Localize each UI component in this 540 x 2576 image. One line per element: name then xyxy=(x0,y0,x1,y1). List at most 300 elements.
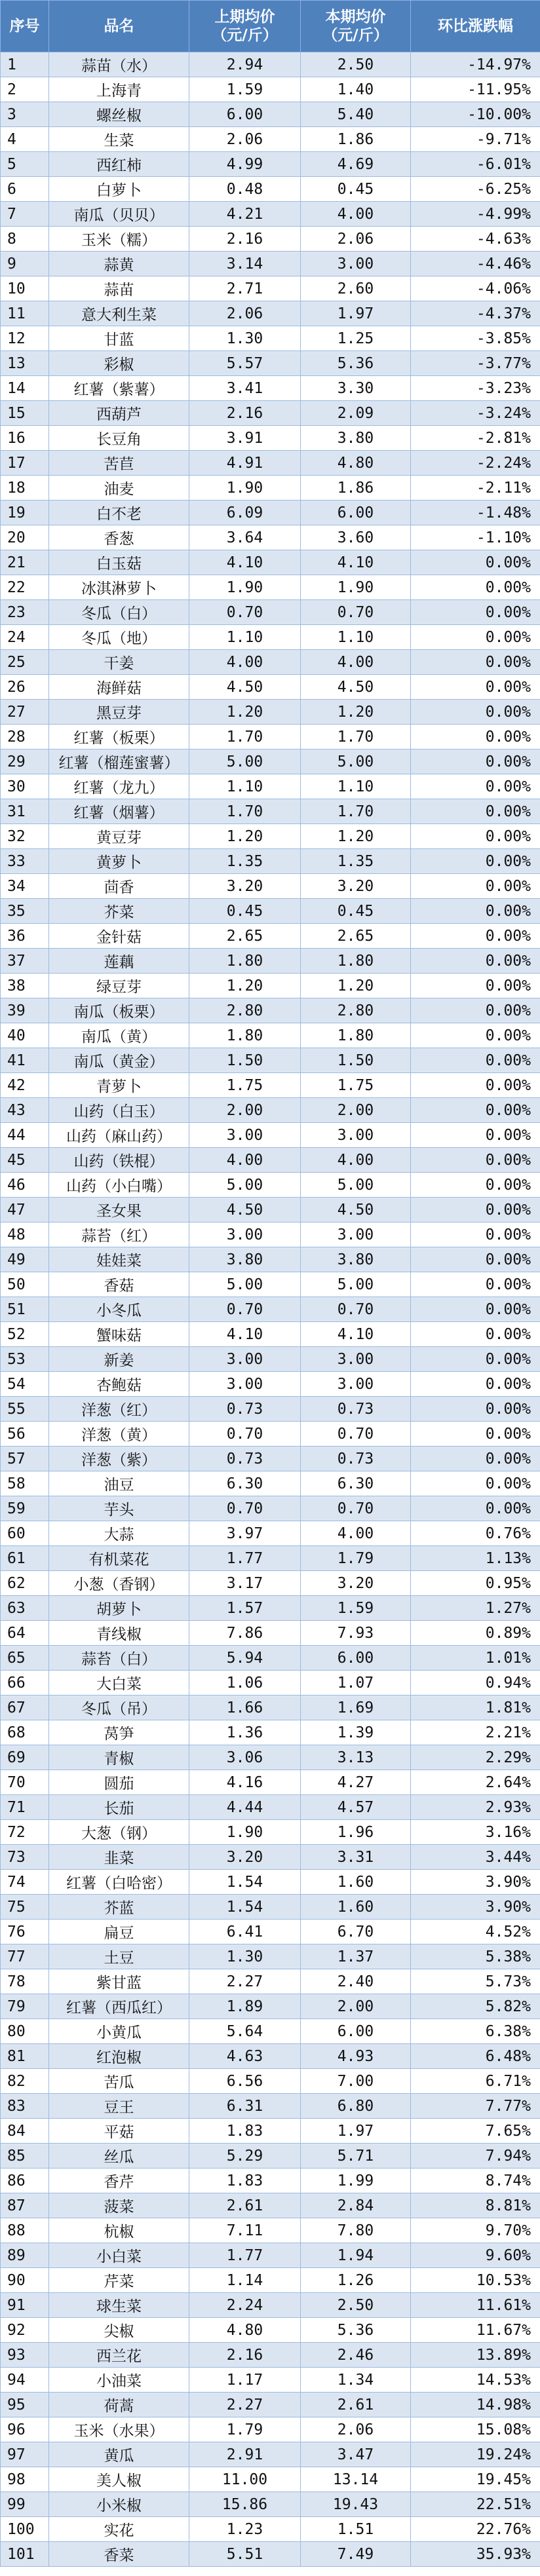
table-row xyxy=(1,2094,540,2119)
item-name: 豆王 xyxy=(49,2094,189,2119)
row-index: 50 xyxy=(1,1272,49,1297)
change-pct: 22.51% xyxy=(411,2492,540,2517)
row-index: 71 xyxy=(1,1795,49,1820)
item-name: 山药（铁棍） xyxy=(49,1148,189,1173)
row-index: 22 xyxy=(1,575,49,600)
row-index: 44 xyxy=(1,1123,49,1148)
table-row xyxy=(1,1795,540,1820)
prev-price: 6.09 xyxy=(189,501,301,525)
prev-price: 3.80 xyxy=(189,1247,301,1272)
row-index: 68 xyxy=(1,1720,49,1745)
item-name: 山药（小白嘴） xyxy=(49,1173,189,1198)
change-pct: 8.74% xyxy=(411,2169,540,2193)
prev-price: 1.77 xyxy=(189,1546,301,1571)
prev-price: 1.14 xyxy=(189,2268,301,2293)
item-name: 绿豆芽 xyxy=(49,974,189,998)
item-name: 小葱（香钢） xyxy=(49,1571,189,1596)
curr-price: 2.61 xyxy=(301,2393,411,2417)
table-row xyxy=(1,600,540,625)
change-pct: 14.98% xyxy=(411,2393,540,2417)
curr-price: 7.93 xyxy=(301,1621,411,1646)
table-row xyxy=(1,575,540,600)
item-name: 小白菜 xyxy=(49,2243,189,2268)
item-name: 蟹味菇 xyxy=(49,1322,189,1347)
prev-price: 2.00 xyxy=(189,1098,301,1123)
item-name: 丝瓜 xyxy=(49,2144,189,2169)
curr-price: 1.59 xyxy=(301,1596,411,1621)
item-name: 彩椒 xyxy=(49,351,189,376)
curr-price: 6.00 xyxy=(301,2019,411,2044)
table-row xyxy=(1,924,540,949)
row-index: 93 xyxy=(1,2343,49,2368)
curr-price: 3.00 xyxy=(301,1222,411,1247)
curr-price: 2.06 xyxy=(301,2417,411,2442)
row-index: 66 xyxy=(1,1671,49,1695)
change-pct: 11.61% xyxy=(411,2293,540,2318)
curr-price: 1.69 xyxy=(301,1695,411,1720)
table-row xyxy=(1,227,540,252)
table-row xyxy=(1,52,540,77)
table-row xyxy=(1,1322,540,1347)
change-pct: 5.73% xyxy=(411,1969,540,1994)
curr-price: 1.35 xyxy=(301,849,411,874)
prev-price: 1.90 xyxy=(189,476,301,501)
curr-price: 1.10 xyxy=(301,625,411,650)
change-pct: 22.76% xyxy=(411,2517,540,2542)
prev-price: 2.16 xyxy=(189,401,301,426)
item-name: 香葱 xyxy=(49,525,189,550)
prev-price: 1.54 xyxy=(189,1895,301,1920)
curr-price: 1.70 xyxy=(301,725,411,749)
table-row xyxy=(1,476,540,501)
change-pct: 7.65% xyxy=(411,2119,540,2144)
table-row xyxy=(1,2343,540,2368)
row-index: 85 xyxy=(1,2144,49,2169)
row-index: 57 xyxy=(1,1447,49,1471)
item-name: 西红柿 xyxy=(49,152,189,177)
prev-price: 1.79 xyxy=(189,2417,301,2442)
change-pct: 0.00% xyxy=(411,1098,540,1123)
table-row xyxy=(1,2144,540,2169)
item-name: 意大利生菜 xyxy=(49,301,189,326)
item-name: 南瓜（黄金） xyxy=(49,1048,189,1073)
prev-price: 5.51 xyxy=(189,2542,301,2567)
curr-price: 3.00 xyxy=(301,1372,411,1397)
curr-price: 3.80 xyxy=(301,1247,411,1272)
table-row xyxy=(1,1297,540,1322)
change-pct: 0.00% xyxy=(411,1297,540,1322)
table-row xyxy=(1,1222,540,1247)
table-header xyxy=(1,1,540,52)
prev-price: 5.00 xyxy=(189,1173,301,1198)
item-name: 螺丝椒 xyxy=(49,102,189,127)
row-index: 28 xyxy=(1,725,49,749)
table-row xyxy=(1,1571,540,1596)
item-name: 冬瓜（吊） xyxy=(49,1695,189,1720)
row-index: 59 xyxy=(1,1496,49,1521)
curr-price: 19.43 xyxy=(301,2492,411,2517)
item-name: 海鲜菇 xyxy=(49,675,189,700)
change-pct: 6.71% xyxy=(411,2069,540,2094)
table-row xyxy=(1,774,540,799)
item-name: 圣女果 xyxy=(49,1198,189,1222)
item-name: 金针菇 xyxy=(49,924,189,949)
change-pct: 15.08% xyxy=(411,2417,540,2442)
item-name: 香菇 xyxy=(49,1272,189,1297)
item-name: 莲藕 xyxy=(49,949,189,974)
row-index: 90 xyxy=(1,2268,49,2293)
row-index: 30 xyxy=(1,774,49,799)
item-name: 南瓜（黄） xyxy=(49,1023,189,1048)
curr-price: 1.40 xyxy=(301,77,411,102)
row-index: 21 xyxy=(1,550,49,575)
change-pct: 0.00% xyxy=(411,998,540,1023)
item-name: 冬瓜（白） xyxy=(49,600,189,625)
item-name: 黄瓜 xyxy=(49,2442,189,2467)
change-pct: -3.85% xyxy=(411,326,540,351)
table-row xyxy=(1,1920,540,1944)
curr-price: 4.80 xyxy=(301,451,411,476)
change-pct: -4.63% xyxy=(411,227,540,252)
table-row xyxy=(1,1695,540,1720)
item-name: 红薯（烟薯） xyxy=(49,799,189,824)
prev-price: 2.24 xyxy=(189,2293,301,2318)
curr-price: 1.60 xyxy=(301,1895,411,1920)
change-pct: 0.00% xyxy=(411,1023,540,1048)
change-pct: 2.29% xyxy=(411,1745,540,1770)
curr-price: 4.00 xyxy=(301,1148,411,1173)
curr-price: 1.20 xyxy=(301,700,411,725)
item-name: 西葫芦 xyxy=(49,401,189,426)
row-index: 80 xyxy=(1,2019,49,2044)
prev-price: 5.94 xyxy=(189,1646,301,1671)
curr-price: 2.06 xyxy=(301,227,411,252)
prev-price: 2.27 xyxy=(189,2393,301,2417)
curr-price: 6.30 xyxy=(301,1471,411,1496)
item-name: 大葱（钢） xyxy=(49,1820,189,1845)
curr-price: 5.00 xyxy=(301,749,411,774)
table-row xyxy=(1,301,540,326)
item-name: 芥菜 xyxy=(49,899,189,924)
change-pct: 5.38% xyxy=(411,1944,540,1969)
row-index: 48 xyxy=(1,1222,49,1247)
prev-price: 5.29 xyxy=(189,2144,301,2169)
curr-price: 6.00 xyxy=(301,1646,411,1671)
prev-price: 4.21 xyxy=(189,202,301,227)
table-row xyxy=(1,2268,540,2293)
curr-price: 3.20 xyxy=(301,874,411,899)
item-name: 油麦 xyxy=(49,476,189,501)
curr-price: 1.86 xyxy=(301,127,411,152)
table-row xyxy=(1,1272,540,1297)
curr-price: 4.27 xyxy=(301,1770,411,1795)
item-name: 菠菜 xyxy=(49,2193,189,2218)
table-row xyxy=(1,2542,540,2567)
item-name: 山药（白玉） xyxy=(49,1098,189,1123)
table-row xyxy=(1,700,540,725)
curr-price: 3.00 xyxy=(301,252,411,276)
prev-price: 2.65 xyxy=(189,924,301,949)
change-pct: 0.00% xyxy=(411,1222,540,1247)
row-index: 11 xyxy=(1,301,49,326)
change-pct: 0.00% xyxy=(411,625,540,650)
curr-price: 1.90 xyxy=(301,575,411,600)
table-row xyxy=(1,202,540,227)
row-index: 84 xyxy=(1,2119,49,2144)
table-row xyxy=(1,1397,540,1422)
item-name: 土豆 xyxy=(49,1944,189,1969)
table-row xyxy=(1,1447,540,1471)
change-pct: 35.93% xyxy=(411,2542,540,2567)
item-name: 洋葱（紫） xyxy=(49,1447,189,1471)
prev-price: 0.70 xyxy=(189,600,301,625)
item-name: 白玉菇 xyxy=(49,550,189,575)
table-row xyxy=(1,824,540,849)
prev-price: 2.91 xyxy=(189,2442,301,2467)
item-name: 娃娃菜 xyxy=(49,1247,189,1272)
curr-price: 6.00 xyxy=(301,501,411,525)
table-row xyxy=(1,2243,540,2268)
item-name: 小黄瓜 xyxy=(49,2019,189,2044)
row-index: 62 xyxy=(1,1571,49,1596)
change-pct: -3.77% xyxy=(411,351,540,376)
curr-price: 4.50 xyxy=(301,1198,411,1222)
row-index: 51 xyxy=(1,1297,49,1322)
table-row xyxy=(1,1745,540,1770)
row-index: 61 xyxy=(1,1546,49,1571)
table-row xyxy=(1,2193,540,2218)
prev-price: 1.75 xyxy=(189,1073,301,1098)
prev-price: 0.48 xyxy=(189,177,301,202)
prev-price: 6.56 xyxy=(189,2069,301,2094)
item-name: 荷蒿 xyxy=(49,2393,189,2417)
change-pct: -2.11% xyxy=(411,476,540,501)
table-row xyxy=(1,1048,540,1073)
curr-price: 0.73 xyxy=(301,1447,411,1471)
row-index: 86 xyxy=(1,2169,49,2193)
item-name: 香菜 xyxy=(49,2542,189,2567)
change-pct: 0.00% xyxy=(411,824,540,849)
curr-price: 4.50 xyxy=(301,675,411,700)
table-row xyxy=(1,376,540,401)
curr-price: 3.80 xyxy=(301,426,411,451)
table-row xyxy=(1,799,540,824)
table-row xyxy=(1,1845,540,1870)
item-name: 长豆角 xyxy=(49,426,189,451)
table-row xyxy=(1,401,540,426)
change-pct: 0.95% xyxy=(411,1571,540,1596)
curr-price: 1.79 xyxy=(301,1546,411,1571)
item-name: 冬瓜（地） xyxy=(49,625,189,650)
curr-price: 3.30 xyxy=(301,376,411,401)
row-index: 31 xyxy=(1,799,49,824)
change-pct: 0.00% xyxy=(411,774,540,799)
change-pct: 0.00% xyxy=(411,700,540,725)
change-pct: -4.06% xyxy=(411,276,540,301)
curr-price: 5.00 xyxy=(301,1173,411,1198)
prev-price: 1.83 xyxy=(189,2169,301,2193)
prev-price: 1.70 xyxy=(189,799,301,824)
item-name: 洋葱（黄） xyxy=(49,1422,189,1447)
change-pct: 19.45% xyxy=(411,2467,540,2492)
curr-price: 1.99 xyxy=(301,2169,411,2193)
table-row xyxy=(1,2467,540,2492)
change-pct: 0.00% xyxy=(411,550,540,575)
row-index: 12 xyxy=(1,326,49,351)
item-name: 蒜苔（白） xyxy=(49,1646,189,1671)
prev-price: 3.20 xyxy=(189,874,301,899)
row-index: 99 xyxy=(1,2492,49,2517)
row-index: 95 xyxy=(1,2393,49,2417)
header-curr-price: 本期均价 （元/斤） xyxy=(301,1,411,52)
curr-price: 1.96 xyxy=(301,1820,411,1845)
prev-price: 4.10 xyxy=(189,550,301,575)
change-pct: 10.53% xyxy=(411,2268,540,2293)
table-row xyxy=(1,252,540,276)
row-index: 2 xyxy=(1,77,49,102)
table-row xyxy=(1,550,540,575)
row-index: 63 xyxy=(1,1596,49,1621)
change-pct: 0.00% xyxy=(411,575,540,600)
table-row xyxy=(1,2019,540,2044)
row-index: 25 xyxy=(1,650,49,675)
prev-price: 1.23 xyxy=(189,2517,301,2542)
prev-price: 0.70 xyxy=(189,1422,301,1447)
row-index: 33 xyxy=(1,849,49,874)
table-row xyxy=(1,2517,540,2542)
item-name: 红泡椒 xyxy=(49,2044,189,2069)
item-name: 上海青 xyxy=(49,77,189,102)
row-index: 32 xyxy=(1,824,49,849)
change-pct: 0.00% xyxy=(411,1048,540,1073)
row-index: 5 xyxy=(1,152,49,177)
change-pct: 0.00% xyxy=(411,1148,540,1173)
change-pct: 0.00% xyxy=(411,1247,540,1272)
table-row xyxy=(1,1646,540,1671)
prev-price: 1.80 xyxy=(189,949,301,974)
table-row xyxy=(1,1870,540,1895)
item-name: 芋头 xyxy=(49,1496,189,1521)
row-index: 97 xyxy=(1,2442,49,2467)
curr-price: 0.73 xyxy=(301,1397,411,1422)
row-index: 27 xyxy=(1,700,49,725)
row-index: 78 xyxy=(1,1969,49,1994)
prev-price: 1.10 xyxy=(189,774,301,799)
curr-price: 1.97 xyxy=(301,301,411,326)
curr-price: 2.65 xyxy=(301,924,411,949)
prev-price: 7.11 xyxy=(189,2218,301,2243)
curr-price: 2.84 xyxy=(301,2193,411,2218)
prev-price: 6.00 xyxy=(189,102,301,127)
curr-price: 0.45 xyxy=(301,899,411,924)
change-pct: 4.52% xyxy=(411,1920,540,1944)
change-pct: -2.24% xyxy=(411,451,540,476)
curr-price: 3.00 xyxy=(301,1347,411,1372)
curr-price: 5.40 xyxy=(301,102,411,127)
curr-price: 0.70 xyxy=(301,1422,411,1447)
curr-price: 1.80 xyxy=(301,1023,411,1048)
row-index: 76 xyxy=(1,1920,49,1944)
item-name: 红薯（白哈密） xyxy=(49,1870,189,1895)
curr-price: 1.25 xyxy=(301,326,411,351)
table-row xyxy=(1,1422,540,1447)
table-row xyxy=(1,102,540,127)
prev-price: 3.00 xyxy=(189,1123,301,1148)
prev-price: 4.91 xyxy=(189,451,301,476)
curr-price: 2.40 xyxy=(301,1969,411,1994)
prev-price: 0.73 xyxy=(189,1397,301,1422)
row-index: 39 xyxy=(1,998,49,1023)
row-index: 98 xyxy=(1,2467,49,2492)
item-name: 青线椒 xyxy=(49,1621,189,1646)
item-name: 红薯（西瓜红） xyxy=(49,1994,189,2019)
change-pct: 1.01% xyxy=(411,1646,540,1671)
row-index: 64 xyxy=(1,1621,49,1646)
prev-price: 1.57 xyxy=(189,1596,301,1621)
change-pct: 6.48% xyxy=(411,2044,540,2069)
curr-price: 1.07 xyxy=(301,1671,411,1695)
curr-price: 13.14 xyxy=(301,2467,411,2492)
table-row xyxy=(1,2293,540,2318)
change-pct: 2.64% xyxy=(411,1770,540,1795)
item-name: 红薯（板栗） xyxy=(49,725,189,749)
change-pct: 0.94% xyxy=(411,1671,540,1695)
prev-price: 2.61 xyxy=(189,2193,301,2218)
curr-price: 2.00 xyxy=(301,1098,411,1123)
table-row xyxy=(1,177,540,202)
item-name: 有机菜花 xyxy=(49,1546,189,1571)
row-index: 34 xyxy=(1,874,49,899)
change-pct: 0.00% xyxy=(411,725,540,749)
change-pct: 7.94% xyxy=(411,2144,540,2169)
curr-price: 1.20 xyxy=(301,824,411,849)
change-pct: 0.89% xyxy=(411,1621,540,1646)
prev-price: 6.31 xyxy=(189,2094,301,2119)
change-pct: 2.21% xyxy=(411,1720,540,1745)
prev-price: 4.44 xyxy=(189,1795,301,1820)
table-row xyxy=(1,127,540,152)
table-row xyxy=(1,2368,540,2393)
change-pct: 3.90% xyxy=(411,1895,540,1920)
row-index: 1 xyxy=(1,52,49,77)
row-index: 45 xyxy=(1,1148,49,1173)
change-pct: -1.10% xyxy=(411,525,540,550)
item-name: 山药（麻山药） xyxy=(49,1123,189,1148)
curr-price: 1.97 xyxy=(301,2119,411,2144)
table-row xyxy=(1,625,540,650)
curr-price: 7.00 xyxy=(301,2069,411,2094)
table-row xyxy=(1,152,540,177)
curr-price: 2.80 xyxy=(301,998,411,1023)
change-pct: -11.95% xyxy=(411,77,540,102)
change-pct: 9.70% xyxy=(411,2218,540,2243)
curr-price: 3.13 xyxy=(301,1745,411,1770)
prev-price: 1.17 xyxy=(189,2368,301,2393)
curr-price: 1.75 xyxy=(301,1073,411,1098)
item-name: 玉米（水果） xyxy=(49,2417,189,2442)
prev-price: 2.06 xyxy=(189,127,301,152)
item-name: 黄萝卜 xyxy=(49,849,189,874)
table-row xyxy=(1,2218,540,2243)
change-pct: -6.01% xyxy=(411,152,540,177)
curr-price: 4.00 xyxy=(301,202,411,227)
change-pct: -6.25% xyxy=(411,177,540,202)
change-pct: 0.00% xyxy=(411,1447,540,1471)
change-pct: 1.81% xyxy=(411,1695,540,1720)
row-index: 3 xyxy=(1,102,49,127)
table-row xyxy=(1,525,540,550)
change-pct: -4.46% xyxy=(411,252,540,276)
